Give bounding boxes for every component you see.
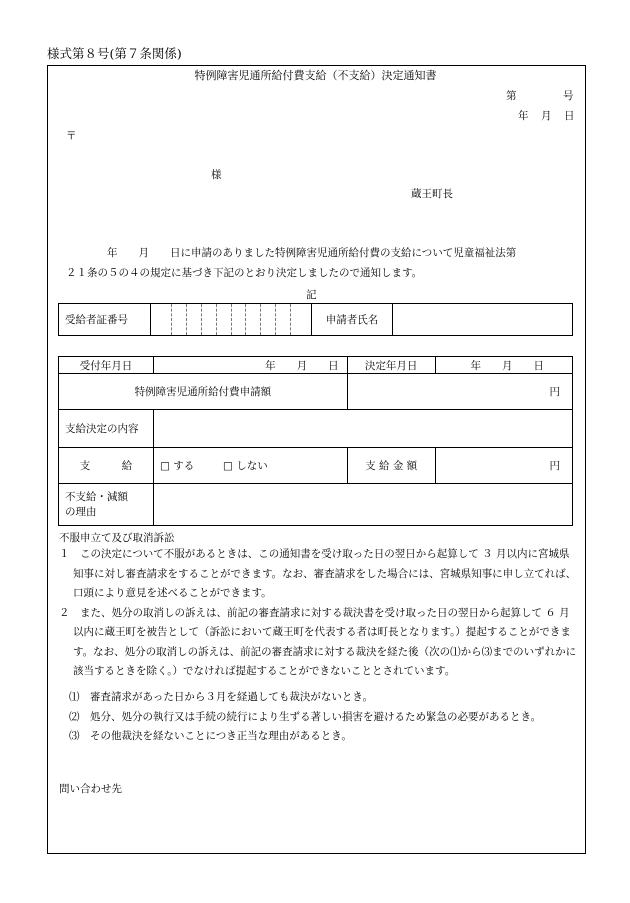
appeal-items	[59, 545, 577, 682]
applicant-name-label: 申請者氏名	[312, 304, 393, 336]
reason-label	[59, 484, 154, 526]
doc-number-prefix: 第	[506, 90, 517, 102]
sub-item	[69, 727, 577, 747]
decision-table	[58, 356, 573, 526]
issue-date-year: 年	[518, 110, 529, 122]
appeal-item-number: １	[59, 548, 70, 560]
sub-item	[69, 688, 577, 708]
recipient-number-label: 受給者証番号	[59, 304, 151, 336]
claim-amount-yen: 円	[549, 386, 560, 398]
payment-amount-field[interactable]	[435, 448, 572, 484]
issuer-name: 蔵王町長	[411, 188, 453, 200]
doc-number-suffix: 号	[563, 90, 574, 102]
payment-options	[154, 448, 348, 484]
issue-date-month: 月	[541, 110, 552, 122]
claim-amount-field[interactable]	[347, 374, 572, 410]
claim-amount-label: 特例障害児通所給付費申請額	[59, 374, 348, 410]
sub-items	[69, 688, 577, 747]
ki-heading: 記	[306, 289, 317, 301]
sub-item-text: 処分、処分の執行又は手続の続行により生ずる著しい損害を避けるため緊急の必要があるとき。	[90, 710, 542, 723]
reason-label-line-2: の理由	[65, 505, 97, 518]
sub-item	[69, 708, 577, 728]
decision-content-field[interactable]	[154, 410, 573, 448]
sub-item-text: 審査請求があった日から３月を経過しても裁決がないとき。	[90, 691, 373, 703]
sub-item-number: ⑴	[69, 691, 80, 703]
postal-mark: 〒	[66, 130, 77, 142]
document-title: 特例障害児通所給付費支給（不支給）決定通知書	[194, 69, 437, 82]
sub-item-number: ⑵	[69, 710, 80, 723]
payment-amount-label: 支 給 金 額	[347, 448, 435, 484]
reason-label-line-1: 不支給・減額	[65, 490, 128, 503]
appeal-item-text: この決定について不服があるときは、この通知書を受け取った日の翌日から起算して ３ 月以内に宮城県知事に対し審査請求をすることができます。なお、審査請求をした場合には、宮城県知事に申し立てれば、口頭により意見を述べることができます。	[73, 548, 577, 599]
appeal-item	[59, 604, 577, 682]
receipt-date-label: 受付年月日	[59, 357, 154, 374]
appeal-item-number: ２	[59, 606, 70, 619]
appeal-item-text: また、処分の取消しの訴えは、前記の審査請求に対する裁決書を受け取った日の翌日から起算して ６ 月以内に蔵王町を被告として（訴訟において蔵王町を代表する者は町長となります。）提起することができます。なお、処分の取消しの訴えは、前記の審査請求に対する裁決を経た後（次の⑴から⑶までのいずれかに該当するときを除く。）でなければ提起することができないこととされています。	[73, 606, 577, 677]
addressee-honorific: 様	[211, 169, 222, 181]
sub-item-text: その他裁決を経ないことにつき正当な理由があるとき。	[90, 730, 352, 742]
receipt-date-field[interactable]: 年 月 日	[154, 357, 348, 374]
contact-label: 問い合わせ先	[59, 783, 122, 795]
reason-field[interactable]	[154, 484, 573, 526]
payment-label: 支 給	[59, 448, 154, 484]
payment-amount-yen: 円	[549, 460, 560, 472]
form-number: 様式第８号(第７条関係)	[47, 46, 182, 61]
sub-item-number: ⑶	[69, 730, 80, 742]
payment-option-dont[interactable]: □ しない	[222, 460, 268, 472]
body-line-1: 年 月 日に申請のありました特例障害児通所給付費の支給について児童福祉法第	[107, 247, 517, 259]
decision-date-field[interactable]: 年 月 日	[435, 357, 572, 374]
body-line-2: ２１条の５の４の規定に基づき下記のとおり決定しましたので通知します。	[66, 267, 423, 279]
decision-date-label: 決定年月日	[347, 357, 435, 374]
payment-option-do[interactable]: □ する	[160, 460, 195, 472]
recipient-number-field[interactable]	[151, 304, 312, 336]
appeal-heading: 不服申立て及び取消訴訟	[59, 532, 175, 544]
appeal-item	[59, 545, 577, 604]
recipient-table	[58, 303, 573, 336]
applicant-name-field[interactable]	[393, 304, 573, 336]
decision-content-label: 支給決定の内容	[59, 410, 154, 448]
issue-date-day: 日	[564, 110, 575, 122]
